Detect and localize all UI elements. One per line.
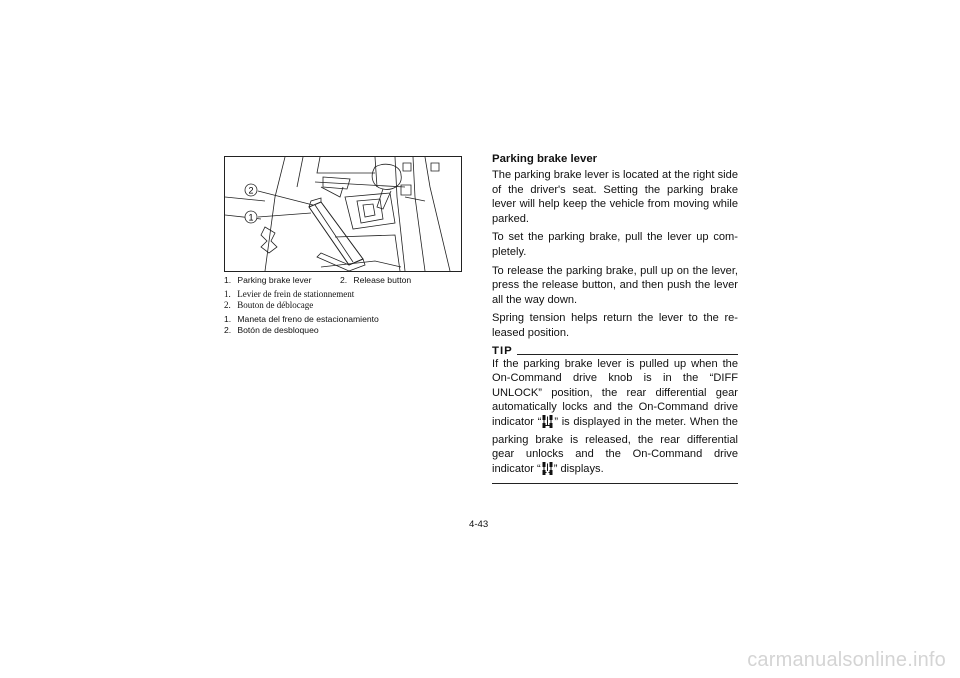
callout-1-label: 1 — [248, 212, 254, 223]
parking-brake-illustration — [225, 157, 461, 271]
tip-label: TIP — [492, 344, 513, 357]
caption-text: Bouton de déblocage — [237, 300, 314, 310]
caption-number: 2. — [224, 325, 232, 335]
figure-captions — [224, 275, 469, 336]
caption-number: 1. — [224, 289, 231, 299]
tip-box — [492, 345, 738, 485]
caption-es-1 — [224, 314, 469, 325]
watermark: carmanualsonline.info — [747, 649, 946, 671]
tip-text-part-1: If the parking brake lever is pulled up when the On-Command drive knob is in the “DIFF UNLOCK” position, the rear differential gear automatically locks and the On-Command drive indicator “ — [492, 357, 738, 428]
tip-header — [492, 345, 738, 357]
tip-rule — [517, 354, 738, 355]
tip-text-part-2: ” is displayed in the meter. When the parking brake is released, the rear differential gear unlocks and the On-Command drive indicator “ — [492, 415, 738, 475]
caption-text: Levier de frein de stationnement — [237, 289, 355, 299]
caption-text: Parking brake lever — [237, 275, 312, 285]
tip-text — [492, 357, 738, 480]
callout-1 — [245, 211, 257, 223]
caption-text: Maneta del freno de estacionamiento — [237, 314, 379, 324]
section-heading: Parking brake lever — [492, 153, 598, 165]
page-number: 4-43 — [469, 519, 489, 530]
paragraph-location: The parking brake lever is located at the right side of the driver's seat. Setting the parking brake lever will help keep the vehicle from moving while parked. — [492, 169, 738, 225]
caption-number: 1. — [224, 275, 232, 285]
caption-fr-1 — [224, 289, 469, 300]
tip-text-part-3: ” displays. — [553, 462, 604, 475]
paragraph-set-brake: To set the parking brake, pull the lever up com-pletely. — [492, 231, 738, 258]
paragraph-release-brake: To release the parking brake, pull up on the lever, press the release button, and then push the lever all the way down. — [492, 264, 738, 306]
caption-es-2 — [224, 325, 469, 336]
caption-fr-2 — [224, 300, 469, 311]
four-wheel-drive-indicator-icon — [541, 462, 554, 480]
callout-2 — [245, 184, 257, 196]
body-column — [492, 153, 738, 484]
parking-brake-figure — [224, 156, 462, 272]
caption-text: Botón de desbloqueo — [237, 325, 319, 335]
caption-number: 2. — [340, 275, 348, 285]
caption-number: 2. — [224, 300, 231, 310]
caption-number: 1. — [224, 314, 232, 324]
diff-lock-indicator-icon — [541, 415, 554, 433]
caption-text: Release button — [353, 275, 412, 285]
caption-en — [224, 275, 469, 286]
paragraph-spring-tension: Spring tension helps return the lever to the re-leased position. — [492, 312, 738, 339]
tip-end-rule — [492, 483, 738, 484]
callout-2-label: 2 — [248, 185, 254, 196]
